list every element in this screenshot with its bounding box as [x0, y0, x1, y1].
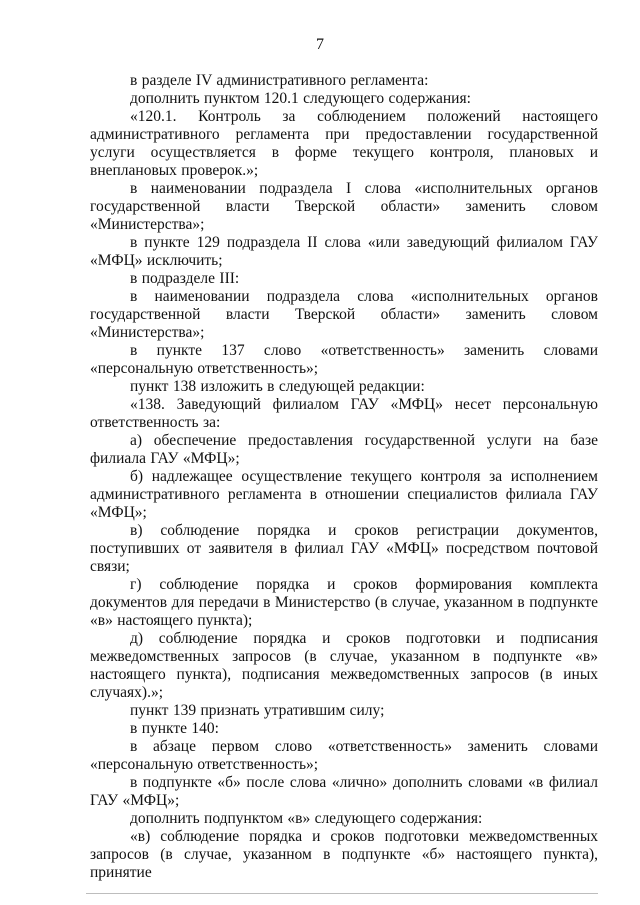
paragraph: в наименовании подраздела слова «исполнительных органов государственной власти Тверской области» заменить словом «Министерства»; — [90, 288, 598, 341]
paragraph: «120.1. Контроль за соблюдением положений настоящего административного регламента при предоставлении государственной услуги осуществляется в форме текущего контроля, плановых и внеплановых проверок.»; — [90, 108, 598, 179]
paragraph: в пункте 137 слово «ответственность» заменить словами «персональную ответственность»; — [90, 342, 598, 377]
paragraph: в пункте 129 подраздела II слова «или заведующий филиалом ГАУ «МФЦ» исключить; — [90, 234, 598, 269]
paragraph: г) соблюдение порядка и сроков формирования комплекта документов для передачи в Министерство (в случае, указанном в подпункте «в» настоящего пункта); — [90, 576, 598, 629]
paragraph: в абзаце первом слово «ответственность» заменить словами «персональную ответственность»; — [90, 738, 598, 773]
paragraph: пункт 139 признать утратившим силу; — [130, 702, 385, 719]
paragraph: пункт 138 изложить в следующей редакции: — [130, 378, 425, 395]
paragraph: «138. Заведующий филиалом ГАУ «МФЦ» несет персональную ответственность за: — [90, 396, 598, 431]
paragraph: в наименовании подраздела I слова «исполнительных органов государственной власти Тверской области» заменить словом «Министерства»; — [90, 180, 598, 233]
scan-edge-line — [86, 893, 598, 894]
paragraph: в подразделе III: — [130, 270, 240, 287]
paragraph: в разделе IV административного регламента: — [130, 72, 429, 89]
paragraph: б) надлежащее осуществление текущего контроля за исполнением административного регламента в отношении специалистов филиала ГАУ «МФЦ»; — [90, 468, 598, 521]
paragraph: в подпункте «б» после слова «лично» дополнить словами «в филиал ГАУ «МФЦ»; — [90, 774, 598, 809]
paragraph: в) соблюдение порядка и сроков регистрации документов, поступивших от заявителя в филиал ГАУ «МФЦ» посредством почтовой связи; — [90, 522, 598, 575]
paragraph: дополнить пунктом 120.1 следующего содержания: — [130, 90, 471, 107]
document-body — [90, 72, 598, 882]
paragraph: «в) соблюдение порядка и сроков подготовки межведомственных запросов (в случае, указанном в подпункте «б» настоящего пункта), принятие — [90, 828, 598, 881]
paragraph: д) соблюдение порядка и сроков подготовки и подписания межведомственных запросов (в случае, указанном в подпункте «в» настоящего пункта), подписания межведомственных запросов (в иных случаях).»; — [90, 630, 598, 701]
page-number: 7 — [316, 36, 324, 53]
paragraph: дополнить подпунктом «в» следующего содержания: — [130, 810, 483, 827]
paragraph: в пункте 140: — [130, 720, 219, 737]
paragraph: а) обеспечение предоставления государственной услуги на базе филиала ГАУ «МФЦ»; — [90, 432, 598, 467]
